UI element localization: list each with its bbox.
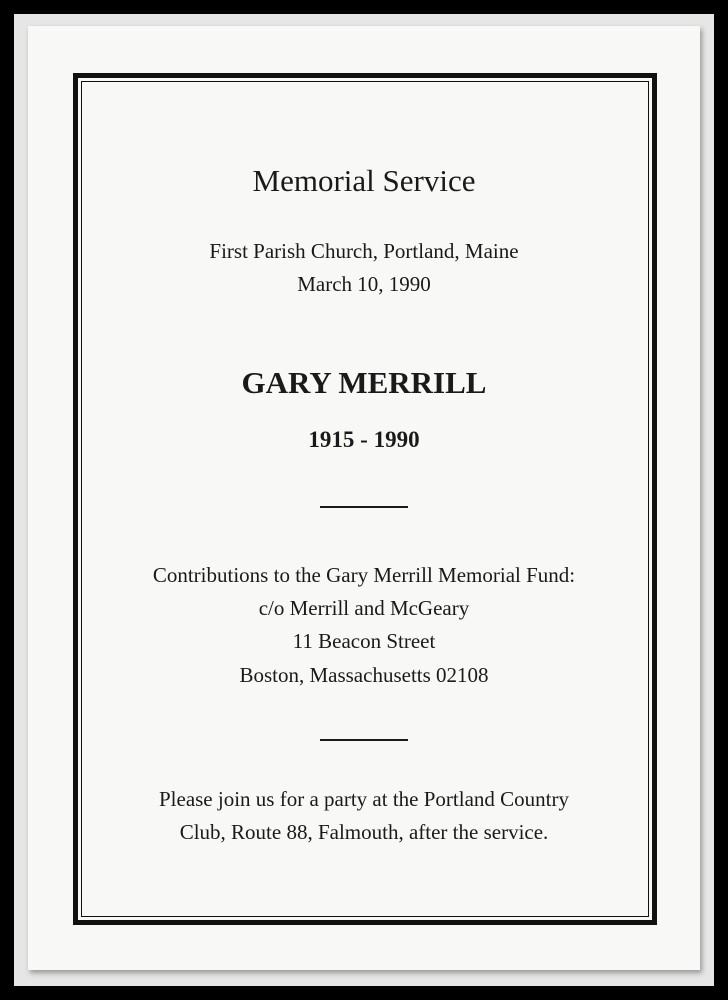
party-invitation-line: Please join us for a party at the Portland Country [158, 787, 569, 811]
venue-line: First Parish Church, Portland, Maine [209, 239, 519, 263]
divider-rule [320, 506, 408, 508]
life-years: 1915 - 1990 [308, 427, 420, 452]
service-date: March 10, 1990 [297, 272, 431, 296]
party-invitation-line: Club, Route 88, Falmouth, after the service. [179, 820, 549, 844]
contributions-line: Contributions to the Gary Merrill Memorial Fund: [152, 563, 576, 587]
contributions-city: Boston, Massachusetts 02108 [239, 663, 489, 687]
contributions-street: 11 Beacon Street [292, 629, 436, 653]
divider-rule [320, 739, 408, 741]
contributions-care-of: c/o Merrill and McGeary [258, 596, 470, 620]
card-title: Memorial Service [252, 163, 476, 198]
deceased-name: GARY MERRILL [241, 365, 487, 400]
